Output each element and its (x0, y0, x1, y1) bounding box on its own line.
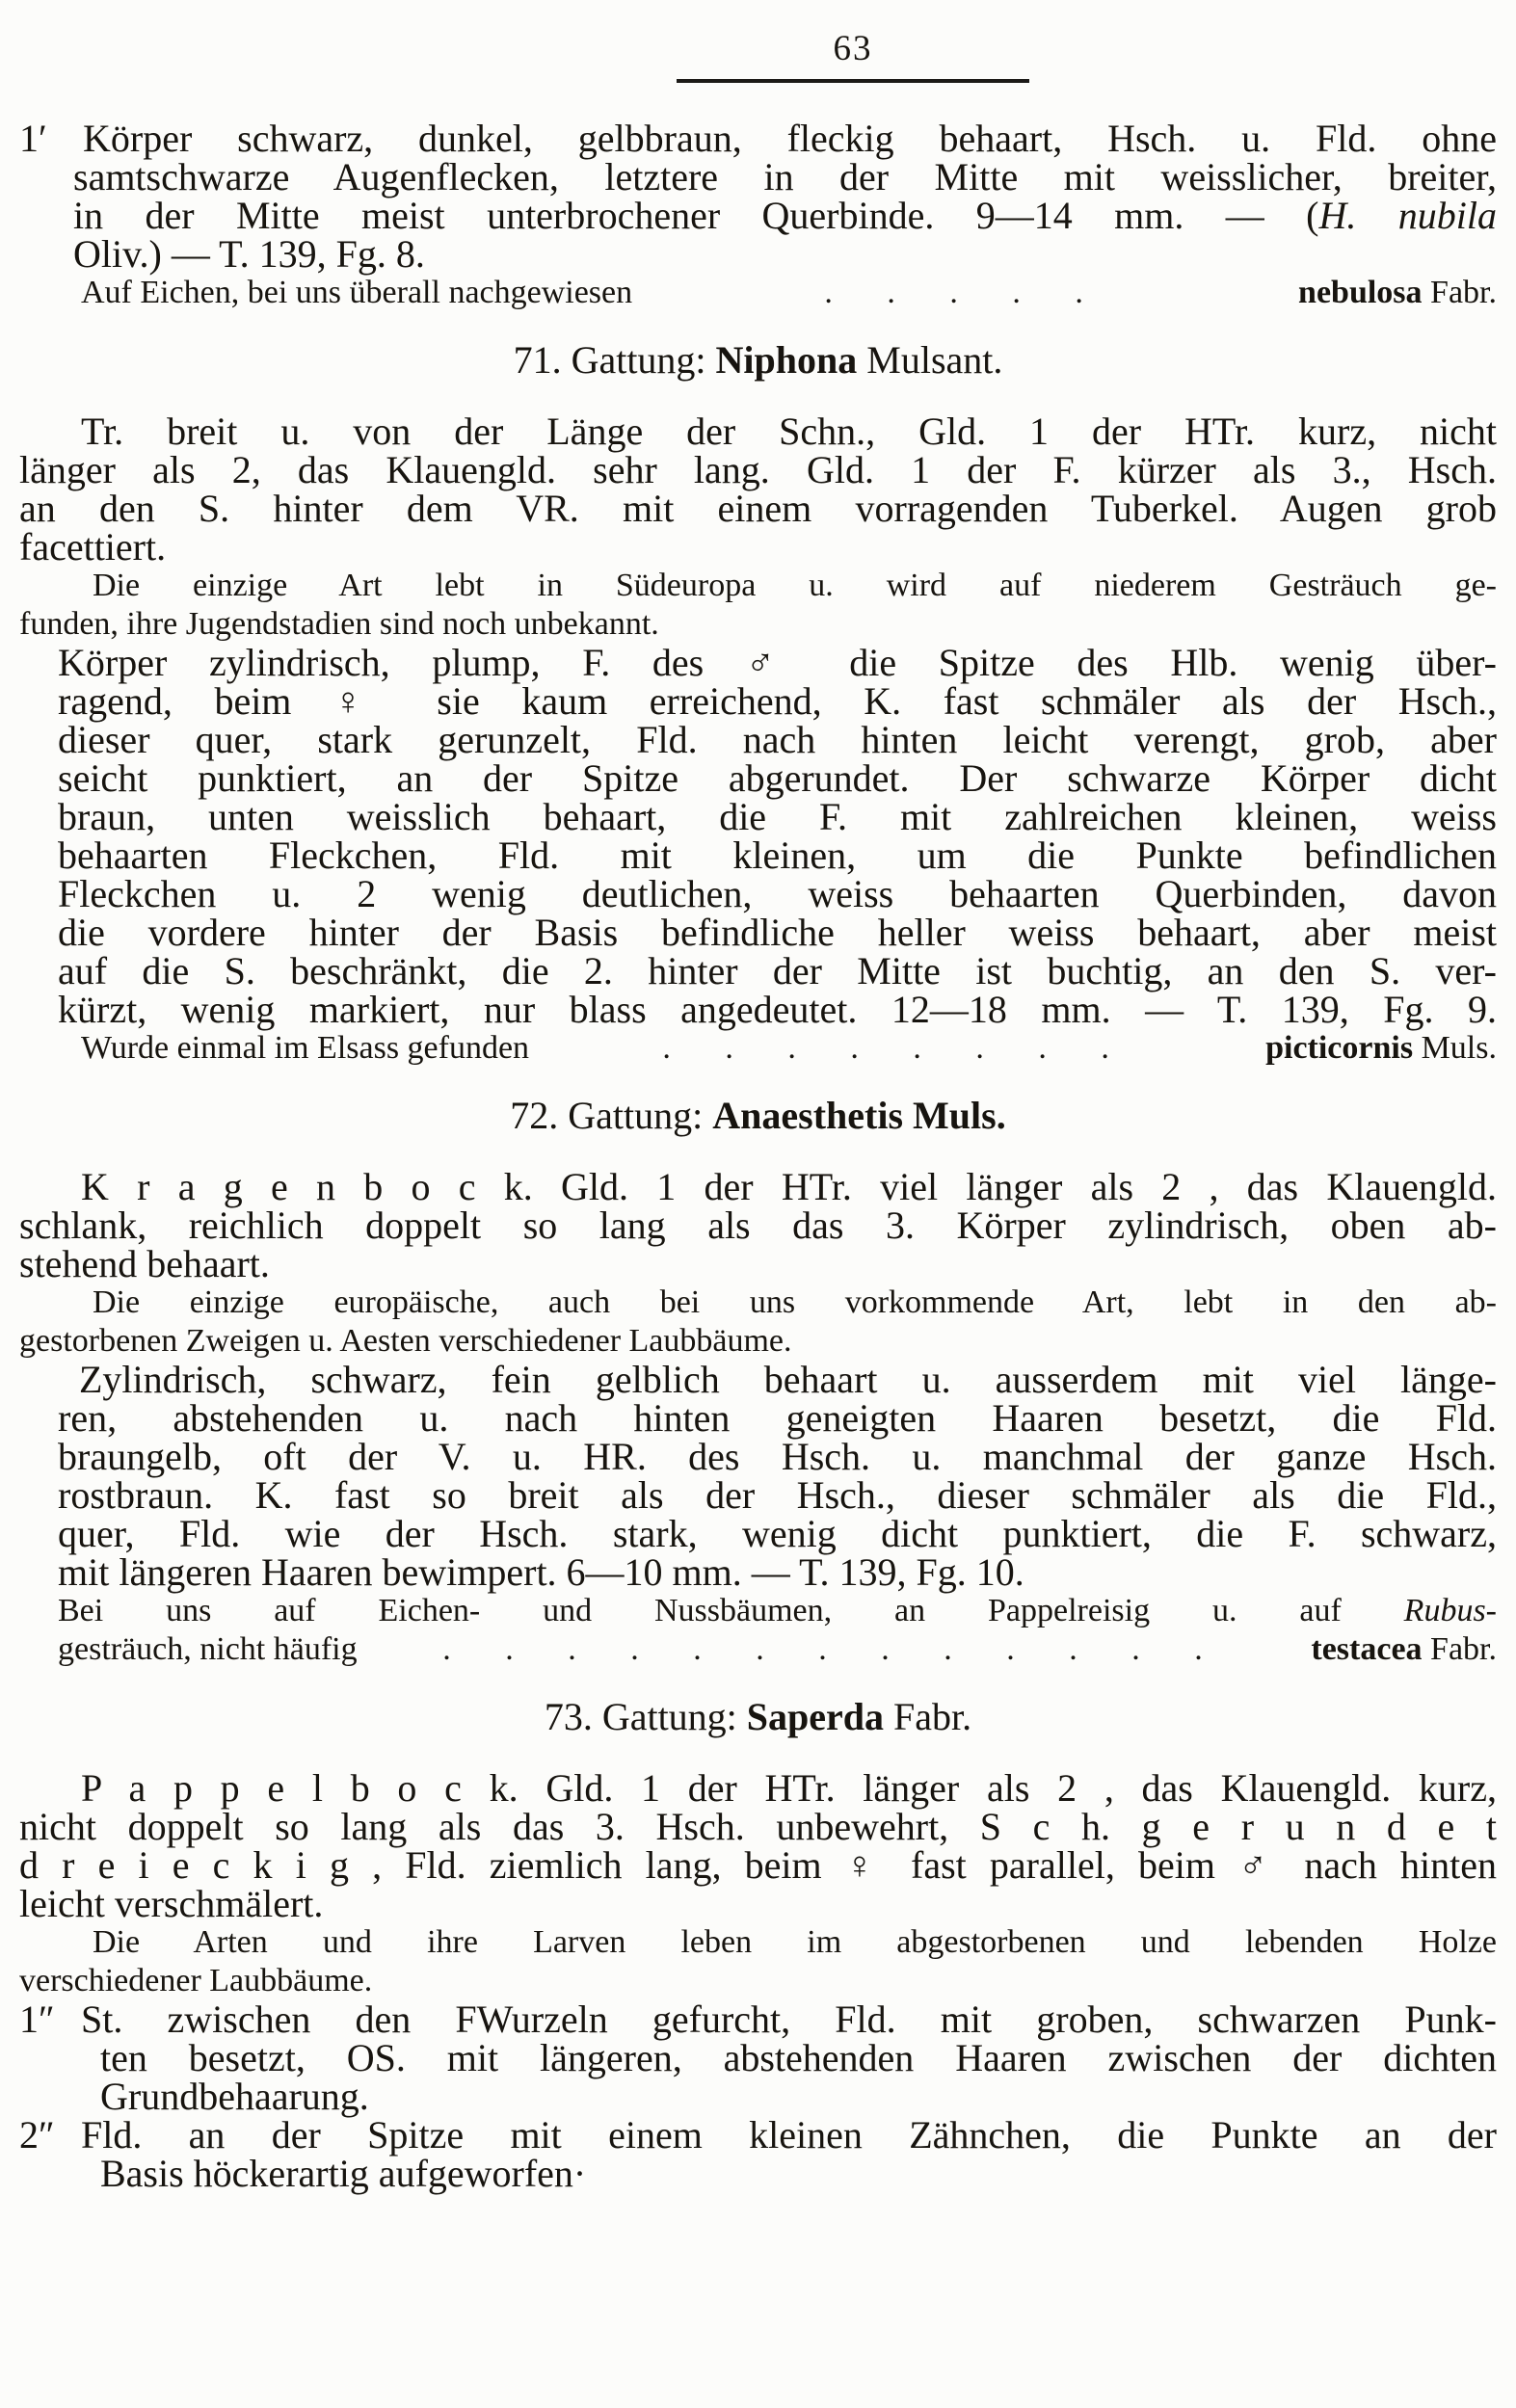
dot-leader: . . . . . . . . (662, 1030, 1132, 1066)
text-run: Fabr. (884, 1695, 972, 1738)
text-run: mit längeren Haaren bewimpert. 6—10 mm. — T. 139, Fg. 10. (58, 1550, 1024, 1594)
species-name-group (1265, 1029, 1497, 1068)
text-run: K r a g e n b o c k. Gld. 1 der HTr. viel länger als 2 , das Klauengld. (81, 1165, 1497, 1208)
text-run: rostbraun. K. fast so breit als der Hsch., dieser schmäler als die Fld., (58, 1473, 1497, 1517)
text-line (58, 679, 1497, 723)
text-line (19, 1206, 1497, 1245)
text-line (58, 872, 1497, 915)
text-line (19, 2036, 1497, 2079)
page-header (677, 27, 1029, 83)
key-marker: 2″ (19, 2113, 55, 2157)
text-line (58, 988, 1497, 1031)
genus-name: Saperda (746, 1695, 885, 1738)
text-run: Die einzige Art lebt in Südeuropa u. wird auf niederem Gesträuch ge- (93, 568, 1497, 603)
text-line (19, 1283, 1497, 1322)
page-lines (19, 119, 1497, 2193)
text-run: dieser quer, stark gerunzelt, Fld. nach hinten leicht verengt, grob, aber (58, 718, 1497, 761)
text-line (19, 1882, 1497, 1925)
species-entry (58, 1630, 1497, 1669)
text-run: 73. Gattung: (544, 1695, 747, 1738)
text-run: Die Arten und ihre Larven leben im abgestorbenen und lebenden Holze (93, 1924, 1497, 1960)
text-run: in der Mitte meist unterbrochener Querbinde. 9—14 mm. — ( (73, 194, 1319, 237)
text-run: ren, abstehenden u. nach hinten geneigten Haaren besetzt, die Fld. (58, 1396, 1497, 1440)
text-run: d r e i e c k i g , Fld. ziemlich lang, beim ♀ fast parallel, beim ♂ nach hinten (19, 1843, 1497, 1887)
text-run: Grundbehaarung. (100, 2075, 369, 2118)
text-line (19, 2000, 1497, 2039)
species-name: testacea (1311, 1631, 1423, 1667)
text-line (58, 1396, 1497, 1440)
text-run: Muls. (1413, 1030, 1497, 1066)
dot-leader: . . . . . . . . . . . . . (442, 1631, 1226, 1667)
species-habitat-text (81, 1029, 529, 1068)
genus-heading (19, 1695, 1497, 1738)
text-line (19, 412, 1497, 451)
text-line (19, 1766, 1497, 1810)
text-run: Zylindrisch, schwarz, fein gelblich behaart u. ausserdem mit viel länge- (79, 1358, 1497, 1401)
text-run: Körper zylindrisch, plump, F. des ♂ die Spitze des Hlb. wenig über- (58, 641, 1497, 684)
species-entry (19, 274, 1497, 312)
text-run: Auf Eichen, bei uns überall nachgewiesen (81, 275, 633, 310)
text-run: stehend behaart. (19, 1242, 270, 1285)
text-line (19, 194, 1497, 237)
text-line (19, 119, 1497, 158)
key-marker: 1″ (19, 1998, 55, 2041)
text-run: 71. Gattung: (513, 338, 716, 382)
text-line (58, 1435, 1497, 1478)
text-run: seicht punktiert, an der Spitze abgerundet. Der schwarze Körper dicht (58, 756, 1497, 800)
species-habitat-text (58, 1630, 358, 1669)
text-run: Fld. an der Spitze mit einem kleinen Zähnchen, die Punkte an der (81, 2113, 1497, 2157)
text-run: an den S. hinter dem VR. mit einem vorragenden Tuberkel. Augen grob (19, 487, 1497, 530)
text-run: facettiert. (19, 525, 167, 569)
text-run: Fabr. (1422, 275, 1497, 310)
text-line (19, 1843, 1497, 1887)
text-line (58, 1358, 1497, 1401)
text-line (19, 1242, 1497, 1285)
text-run: auf die S. beschränkt, die 2. hinter der Mitte ist buchtig, an den S. ver- (58, 949, 1497, 992)
text-run: Mulsant. (857, 338, 1003, 382)
synonym-name: H. nubila (1318, 194, 1497, 237)
text-line (19, 2152, 1497, 2195)
plant-name: Rubus- (1403, 1593, 1497, 1628)
text-line (19, 1805, 1497, 1848)
text-run: behaarten Fleckchen, Fld. mit kleinen, um die Punkte befindlichen (58, 834, 1497, 877)
text-run: P a p p e l b o c k. Gld. 1 der HTr. länger als 2 , das Klauengld. kurz, (81, 1766, 1497, 1810)
text-run: St. zwischen den FWurzeln gefurcht, Fld. mit groben, schwarzen Punk- (81, 1998, 1497, 2041)
page-number: 63 (677, 27, 1029, 83)
text-run: Fabr. (1422, 1631, 1497, 1667)
text-run: Wurde einmal im Elsass gefunden (81, 1030, 530, 1066)
text-line (58, 913, 1497, 952)
species-habitat-text (81, 274, 632, 312)
genus-heading (19, 1094, 1497, 1137)
genus-name: Niphona (715, 338, 858, 382)
key-marker: 1′ (19, 117, 47, 160)
text-line (19, 1923, 1497, 1962)
text-run: Basis höckerartig aufgeworfen· (100, 2152, 587, 2195)
text-run: leicht verschmälert. (19, 1882, 324, 1925)
text-run: Bei uns auf Eichen- und Nussbäumen, an Pappelreisig u. auf (58, 1593, 1404, 1628)
text-line (19, 605, 1497, 644)
text-run: samtschwarze Augenflecken, letztere in der Mitte mit weisslicher, breiter, (73, 155, 1497, 198)
text-run: kürzt, wenig markiert, nur blass angedeutet. 12—18 mm. — T. 139, Fg. 9. (58, 988, 1497, 1031)
text-run: braun, unten weisslich behaart, die F. mit zahlreichen kleinen, weiss (58, 795, 1497, 838)
text-line (19, 2077, 1497, 2116)
text-run: nicht doppelt so lang als das 3. Hsch. unbewehrt, S c h. g e r u n d e t (19, 1805, 1497, 1848)
text-run: quer, Fld. wie der Hsch. stark, wenig dicht punktiert, die F. schwarz, (58, 1512, 1497, 1555)
text-run: schlank, reichlich doppelt so lang als das 3. Körper zylindrisch, oben ab- (19, 1204, 1497, 1247)
text-line (19, 487, 1497, 530)
text-line (58, 1473, 1497, 1517)
text-line (58, 836, 1497, 875)
species-name: nebulosa (1298, 275, 1423, 310)
text-line (58, 949, 1497, 992)
text-line (19, 525, 1497, 569)
text-run: gesträuch, nicht häufig (58, 1631, 358, 1667)
genus-heading (19, 338, 1497, 382)
text-run: Tr. breit u. von der Länge der Schn., Gld. 1 der HTr. kurz, nicht (81, 410, 1497, 453)
species-name-group (1311, 1630, 1497, 1669)
text-run: Fleckchen u. 2 wenig deutlichen, weiss behaarten Querbinden, davon (58, 872, 1497, 915)
text-run: Körper schwarz, dunkel, gelbbraun, fleckig behaart, Hsch. u. Fld. ohne (83, 117, 1497, 160)
text-run: verschiedener Laubbäume. (19, 1963, 373, 1998)
text-run: braungelb, oft der V. u. HR. des Hsch. u. manchmal der ganze Hsch. (58, 1435, 1497, 1478)
text-line (58, 756, 1497, 800)
text-run: die vordere hinter der Basis befindliche heller weiss behaart, aber meist (58, 911, 1497, 954)
text-line (58, 1592, 1497, 1630)
text-line (19, 567, 1497, 605)
text-line (19, 448, 1497, 491)
dot-leader: . . . . . (824, 275, 1106, 310)
text-line (19, 1962, 1497, 2000)
text-line (19, 1322, 1497, 1361)
text-line (19, 155, 1497, 198)
text-run: funden, ihre Jugendstadien sind noch unbekannt. (19, 606, 659, 642)
species-name-group (1298, 274, 1497, 312)
text-line (58, 1550, 1497, 1594)
text-line (58, 795, 1497, 838)
text-run: ten besetzt, OS. mit längeren, abstehenden Haaren zwischen der dichten (100, 2036, 1497, 2079)
text-line (58, 1512, 1497, 1555)
text-run: Die einzige europäische, auch bei uns vorkommende Art, lebt in den ab- (93, 1284, 1497, 1320)
text-run: 72. Gattung: (510, 1094, 713, 1137)
species-entry (19, 1029, 1497, 1068)
text-run: Muls. (903, 1094, 1006, 1137)
text-line (58, 641, 1497, 684)
text-line (19, 2113, 1497, 2157)
genus-name: Anaesthetis (712, 1094, 904, 1137)
text-line (19, 1165, 1497, 1208)
species-name: picticornis (1265, 1030, 1414, 1066)
text-run: ragend, beim ♀ sie kaum erreichend, K. fast schmäler als der Hsch., (58, 679, 1497, 723)
text-line (19, 232, 1497, 276)
text-run: gestorbenen Zweigen u. Aesten verschiedener Laubbäume. (19, 1323, 792, 1359)
text-run: Oliv.) — T. 139, Fg. 8. (73, 232, 425, 276)
text-line (58, 718, 1497, 761)
text-run: länger als 2, das Klauengld. sehr lang. Gld. 1 der F. kürzer als 3., Hsch. (19, 448, 1497, 491)
